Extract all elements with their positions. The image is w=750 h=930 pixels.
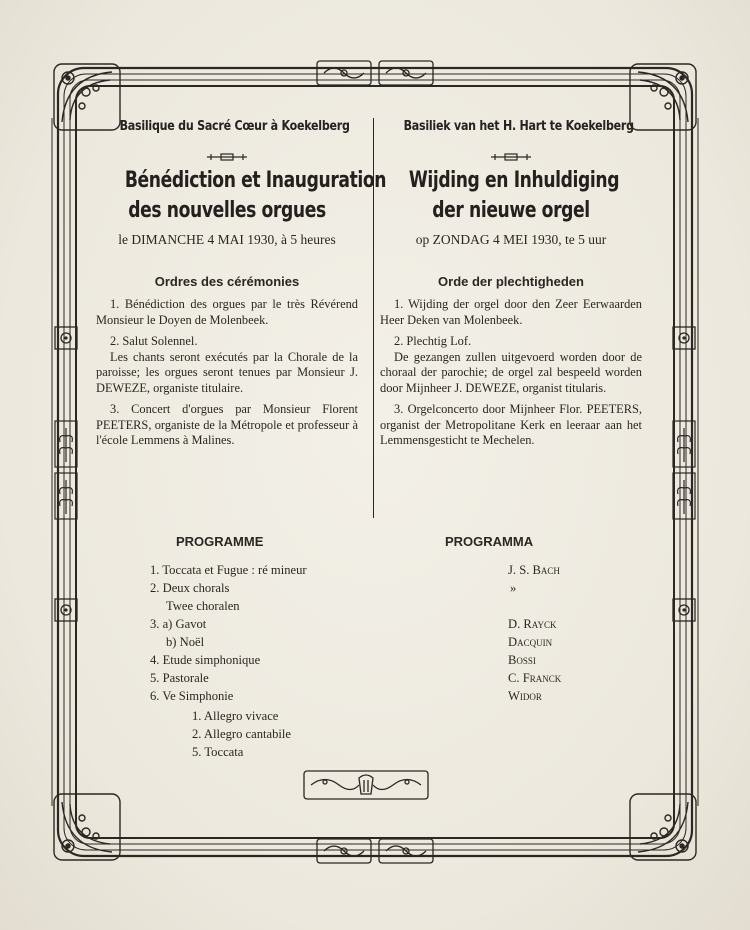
composer: C. Franck [508,671,562,685]
programme-item: 5. Toccata [192,745,244,759]
bottom-center-panel [316,838,434,864]
title-line1-fr: Bénédiction et Inauguration [124,168,387,193]
section-title-fr: Ordres des cérémonies [154,274,300,289]
item3-nl: 3. Orgelconcerto door Mijnheer Flor. PEETERS, organist der Metropolitane Kerk en leeraar aan het Lemmensgesticht te Mechelen. [380,402,642,447]
corner-ornament-bottom-right [628,792,698,862]
title-line1-nl: Wijding en Inhuldiging [408,168,620,193]
title-line2-fr: des nouvelles orgues [128,198,326,223]
programme-item: 3. a) Gavot [150,617,207,631]
rosette-left-lower [54,598,78,622]
church-name-nl: Basiliek van het H. Hart te Koekelberg [403,118,634,134]
rosette-right-lower [672,598,696,622]
divider-ornament-nl [380,148,642,158]
programme-title-fr: PROGRAMME [176,534,264,549]
composer: Bossi [508,653,536,667]
programme-title-nl: PROGRAMMA [445,534,534,549]
programme-item: Twee choralen [166,599,240,613]
rosette-right-upper [672,326,696,350]
item1-nl: 1. Wijding der orgel door den Zeer Eerwaarden Heer Deken van Molenbeek. [380,297,642,327]
corner-ornament-bottom-left [52,792,122,862]
composer: » [510,581,517,595]
programme-item: 2. Deux chorals [150,581,230,595]
divider-ornament-fr [96,148,358,158]
item2-detail-fr: Les chants seront exécutés par la Chorale de la paroisse; les orgues seront tenues par Monsieur J. DEWEZE, organiste titulaire. [96,349,358,395]
item2-nl: 2. Plechtig Lof. [394,334,472,348]
item2-fr: 2. Salut Solennel. [110,334,198,348]
date-line-nl: op ZONDAG 4 MEI 1930, te 5 uur [415,232,607,247]
leaf-panel-right [672,420,696,520]
date-line-fr: le DIMANCHE 4 MAI 1930, à 5 heures [118,232,336,247]
programme-item: 5. Pastorale [150,671,209,685]
programme-item: 1. Allegro vivace [192,709,279,723]
composer: D. Rayck [508,617,557,631]
church-name-fr: Basilique du Sacré Cœur à Koekelberg [119,118,350,134]
rosette-left-upper [54,326,78,350]
top-center-panel [316,60,434,86]
programme-item: 1. Toccata et Fugue : ré mineur [150,563,307,577]
composer: Dacquin [508,635,553,649]
item3-fr: 3. Concert d'orgues par Monsieur Florent PEETERS, organiste de la Métropole et professeur à l'école Lemmens à Malines. [96,402,358,447]
programme-item: b) Noël [166,635,205,649]
ceremony-list-nl [380,297,642,449]
french-column [96,118,387,449]
title-line2-nl: der nieuwe orgel [432,198,590,223]
programme-item: 6. Ve Simphonie [150,689,234,703]
lyre-ornament [303,770,429,800]
dutch-column [380,118,642,449]
item1-fr: 1. Bénédiction des orgues par le très Révérend Monsieur le Doyen de Molenbeek. [96,297,358,327]
programme-item: 2. Allegro cantabile [192,727,291,741]
section-title-nl: Orde der plechtigheden [438,274,584,289]
leaf-panel-left [54,420,78,520]
ceremony-list-fr [96,297,358,449]
composer: Widor [508,689,542,703]
programme-item: 4. Etude simphonique [150,653,261,667]
item2-detail-nl: De gezangen zullen uitgevoerd worden door de choraal der parochie; de orgel zal bespeeld worden door Mijnheer J. DEWEZE, organist titularis. [380,349,642,395]
composer: J. S. Bach [508,563,560,577]
